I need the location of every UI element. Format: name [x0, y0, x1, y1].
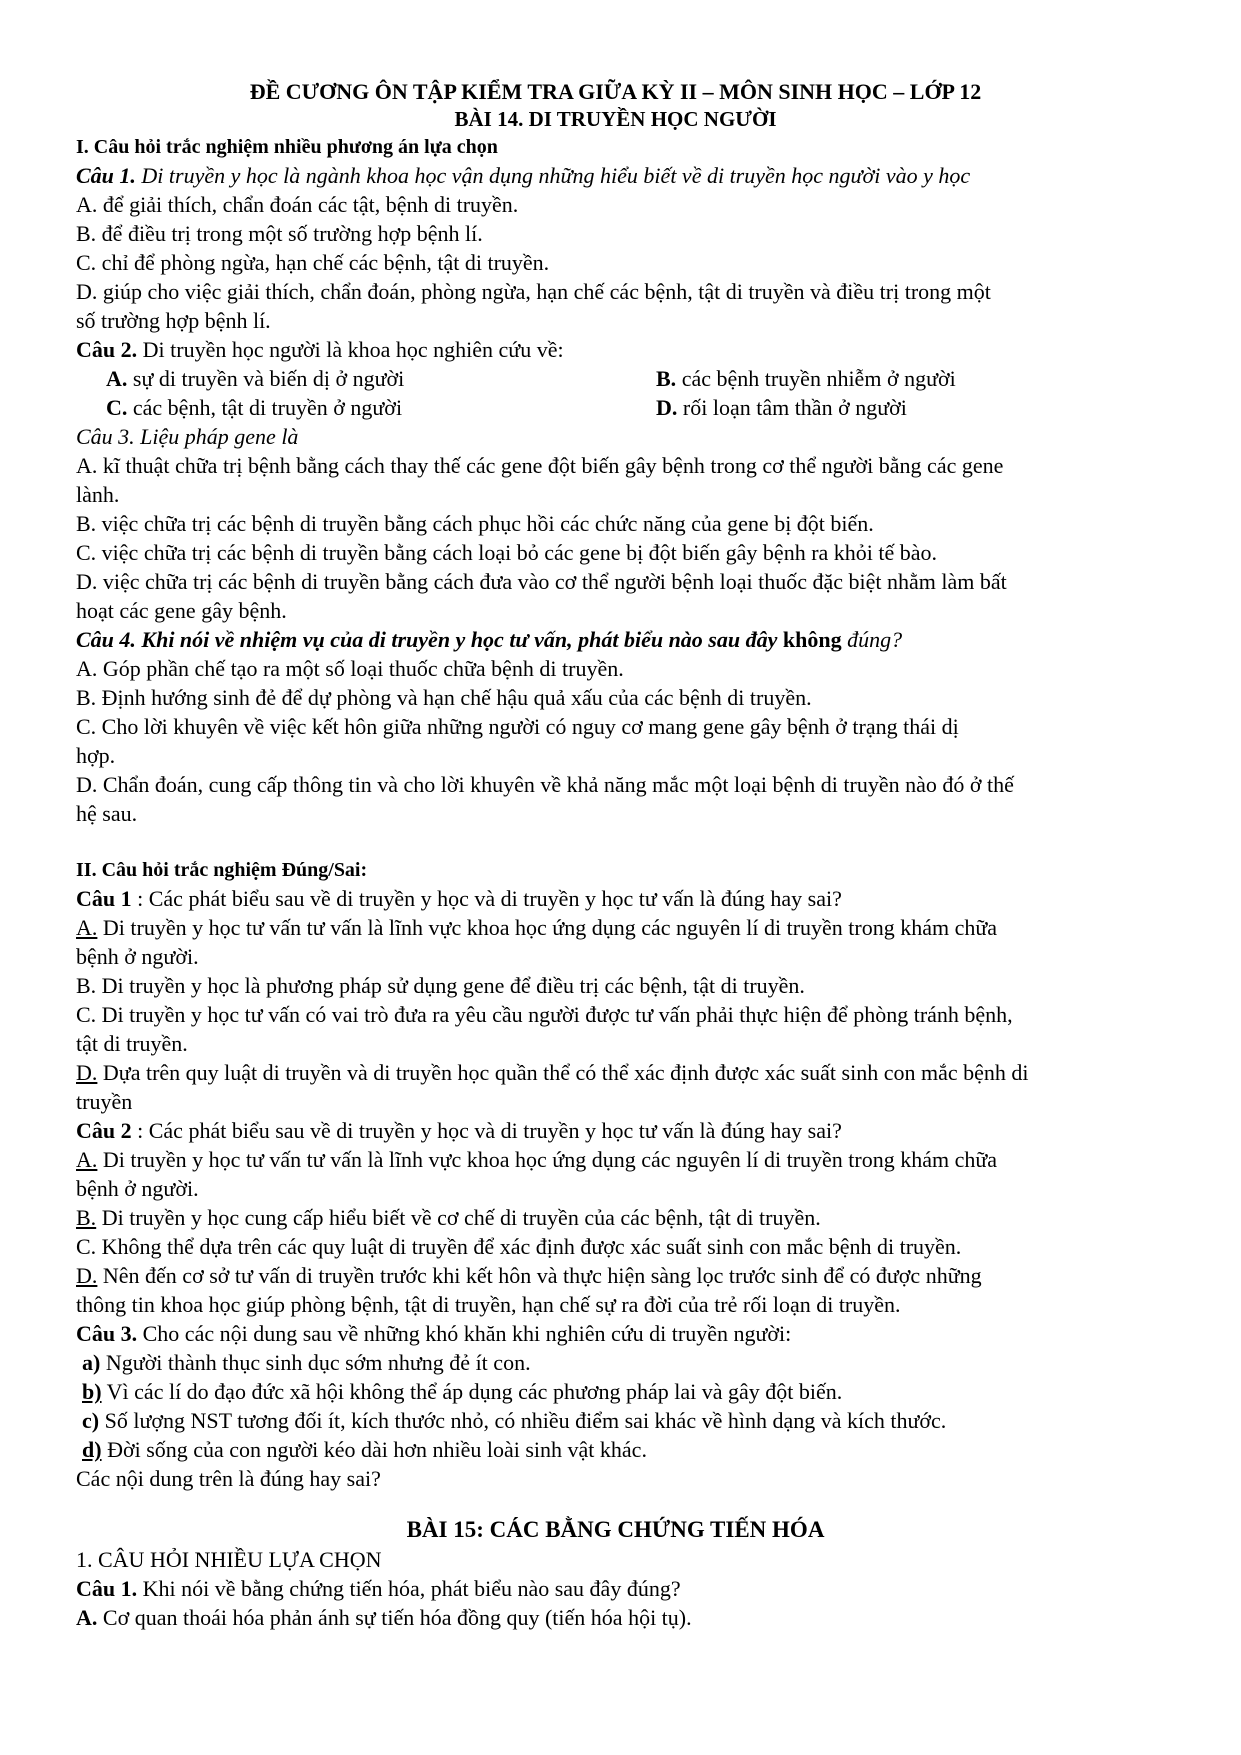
option-text: các bệnh, tật di truyền ở người	[127, 395, 403, 420]
question-label: Câu 1	[76, 886, 132, 911]
statement-text: Di truyền y học tư vấn tư vấn là lĩnh vực khoa học ứng dụng các nguyên lí di truyền trong khám chữa	[97, 915, 998, 940]
statement-key: B.	[76, 1205, 97, 1230]
p2-q3-item-c	[76, 1406, 1155, 1435]
option-text: các bệnh truyền nhiễm ở người	[676, 366, 956, 391]
option-key: C.	[106, 395, 128, 420]
l15-q1-option-a	[76, 1603, 1155, 1632]
statement-key: D.	[76, 1263, 98, 1288]
p1-q2-stem	[76, 335, 1155, 364]
question-label: Câu 3.	[76, 1321, 138, 1346]
p1-q4-stem	[76, 625, 1155, 654]
p2-q1-statement-d-cont: truyền	[76, 1089, 133, 1114]
p2-q2-statement-d-cont: thông tin khoa học giúp phòng bệnh, tật di truyền, hạn chế sự ra đời của trẻ rối loạn di truyền.	[76, 1292, 901, 1317]
question-text: Câu 4. Khi nói về nhiệm vụ của di truyền y học tư vấn, phát biểu nào sau đây	[76, 627, 783, 652]
item-key: d)	[82, 1437, 102, 1462]
p1-q3-stem: Câu 3. Liệu pháp gene là	[76, 424, 299, 449]
question-label: Câu 2	[76, 1118, 132, 1143]
lesson15-heading: 1. CÂU HỎI NHIỀU LỰA CHỌN	[76, 1547, 382, 1572]
p2-q3-item-b	[76, 1377, 1155, 1406]
p1-q2-options	[76, 364, 1155, 422]
item-text: Vì các lí do đạo đức xã hội không thể áp dụng các phương pháp lai và gây đột biến.	[101, 1379, 843, 1404]
p1-q1-stem	[76, 161, 1155, 190]
p1-q1-option-b: B. để điều trị trong một số trường hợp bệnh lí.	[76, 221, 483, 246]
question-text: : Các phát biểu sau về di truyền y học và di truyền y học tư vấn là đúng hay sai?	[131, 886, 842, 911]
option-key: D.	[656, 395, 678, 420]
p1-q3-option-a-cont: lành.	[76, 482, 120, 507]
p1-q4-option-c: C. Cho lời khuyên về việc kết hôn giữa những người có nguy cơ mang gene gây bệnh ở trạng thái dị	[76, 714, 959, 739]
p1-q1-option-c: C. chỉ để phòng ngừa, hạn chế các bệnh, tật di truyền.	[76, 250, 550, 275]
p2-q2-statement-c: C. Không thể dựa trên các quy luật di truyền để xác định được xác suất sinh con mắc bệnh di truyền.	[76, 1234, 962, 1259]
question-text: Di truyền học người là khoa học nghiên cứu về:	[137, 337, 564, 362]
item-text: Đời sống của con người kéo dài hơn nhiều loài sinh vật khác.	[101, 1437, 647, 1462]
p1-q4-option-a: A. Góp phần chế tạo ra một số loại thuốc chữa bệnh di truyền.	[76, 656, 624, 681]
option-key: B.	[656, 366, 677, 391]
p1-q4-option-c-cont: hợp.	[76, 743, 116, 768]
item-text: Người thành thục sinh dục sớm nhưng đẻ ít con.	[100, 1350, 531, 1375]
statement-key: D.	[76, 1060, 98, 1085]
p1-q3-option-a: A. kĩ thuật chữa trị bệnh bằng cách thay thế các gene đột biến gây bệnh trong cơ thể người bằng các gene	[76, 453, 1004, 478]
emphasis-word: không	[782, 627, 842, 652]
option-text: Cơ quan thoái hóa phản ánh sự tiến hóa đồng quy (tiến hóa hội tụ).	[97, 1605, 692, 1630]
spacer	[76, 828, 1155, 856]
lesson15-title: BÀI 15: CÁC BẰNG CHỨNG TIẾN HÓA	[406, 1517, 825, 1542]
p1-q4-option-b: B. Định hướng sinh đẻ để dự phòng và hạn chế hậu quả xấu của các bệnh di truyền.	[76, 685, 812, 710]
p2-q1-statement-a	[76, 913, 1155, 942]
statement-key: A.	[76, 1147, 98, 1172]
p2-q3-stem	[76, 1319, 1155, 1348]
p1-q2-option-d	[656, 393, 1155, 422]
question-label: Câu 1.	[76, 163, 136, 188]
question-label: Câu 1.	[76, 1576, 138, 1601]
statement-text: Dựa trên quy luật di truyền và di truyền học quần thể có thể xác định được xác suất sinh con mắc bệnh di	[97, 1060, 1029, 1085]
p1-q4-option-d-cont: hệ sau.	[76, 801, 138, 826]
option-key: A.	[106, 366, 128, 391]
question-text: Khi nói về bằng chứng tiến hóa, phát biểu nào sau đây đúng?	[137, 1576, 681, 1601]
item-key: b)	[82, 1379, 102, 1404]
p1-q1-option-d-cont: số trường hợp bệnh lí.	[76, 308, 271, 333]
p2-q3-item-d	[76, 1435, 1155, 1464]
p1-q2-option-c	[106, 393, 656, 422]
p2-q1-statement-b: B. Di truyền y học là phương pháp sử dụng gene để điều trị các bệnh, tật di truyền.	[76, 973, 805, 998]
p1-q3-option-b: B. việc chữa trị các bệnh di truyền bằng cách phục hồi các chức năng của gene bị đột biến.	[76, 511, 874, 536]
p2-q2-statement-d	[76, 1261, 1155, 1290]
p1-q3-option-c: C. việc chữa trị các bệnh di truyền bằng cách loại bỏ các gene bị đột biến gây bệnh ra khỏi tế bào.	[76, 540, 938, 565]
question-label: Câu 2.	[76, 337, 138, 362]
question-text-end: đúng?	[841, 627, 903, 652]
p1-q1-option-a: A. để giải thích, chẩn đoán các tật, bệnh di truyền.	[76, 192, 519, 217]
part2-heading: II. Câu hỏi trắc nghiệm Đúng/Sai:	[76, 859, 368, 881]
p2-q1-statement-c: C. Di truyền y học tư vấn có vai trò đưa ra yêu cầu người được tư vấn phải thực hiện để phòng tránh bệnh,	[76, 1002, 1013, 1027]
p1-q3-option-d: D. việc chữa trị các bệnh di truyền bằng cách đưa vào cơ thể người bệnh loại thuốc đặc biệt nhằm làm bất	[76, 569, 1007, 594]
question-text: Di truyền y học là ngành khoa học vận dụng những hiểu biết về di truyền học người vào y học	[135, 163, 971, 188]
p1-q3-option-d-cont: hoạt các gene gây bệnh.	[76, 598, 287, 623]
option-key: A.	[76, 1605, 98, 1630]
p2-q3-item-a	[76, 1348, 1155, 1377]
question-text: Cho các nội dung sau về những khó khăn khi nghiên cứu di truyền người:	[137, 1321, 792, 1346]
p2-q2-stem	[76, 1116, 1155, 1145]
p2-q2-statement-b	[76, 1203, 1155, 1232]
p2-q1-statement-d	[76, 1058, 1155, 1087]
statement-text: Di truyền y học tư vấn tư vấn là lĩnh vực khoa học ứng dụng các nguyên lí di truyền trong khám chữa	[97, 1147, 998, 1172]
p1-q1-option-d: D. giúp cho việc giải thích, chẩn đoán, phòng ngừa, hạn chế các bệnh, tật di truyền và điều trị trong một	[76, 279, 991, 304]
question-text: : Các phát biểu sau về di truyền y học và di truyền y học tư vấn là đúng hay sai?	[131, 1118, 842, 1143]
part1-heading: I. Câu hỏi trắc nghiệm nhiều phương án lựa chọn	[76, 136, 498, 158]
statement-text: Di truyền y học cung cấp hiểu biết về cơ chế di truyền của các bệnh, tật di truyền.	[96, 1205, 821, 1230]
item-key: c)	[82, 1408, 100, 1433]
p2-q1-statement-c-cont: tật di truyền.	[76, 1031, 188, 1056]
p1-q2-option-a	[106, 364, 656, 393]
p2-q2-statement-a-cont: bệnh ở người.	[76, 1176, 199, 1201]
item-text: Số lượng NST tương đối ít, kích thước nhỏ, có nhiều điểm sai khác về hình dạng và kích thước.	[99, 1408, 947, 1433]
p2-q2-statement-a	[76, 1145, 1155, 1174]
p2-q3-closing: Các nội dung trên là đúng hay sai?	[76, 1466, 381, 1491]
p1-q4-option-d: D. Chẩn đoán, cung cấp thông tin và cho lời khuyên về khả năng mắc một loại bệnh di truyền nào đó ở thế	[76, 772, 1014, 797]
l15-q1-stem	[76, 1574, 1155, 1603]
statement-key: A.	[76, 915, 98, 940]
p2-q1-statement-a-cont: bệnh ở người.	[76, 944, 199, 969]
option-text: rối loạn tâm thần ở người	[677, 395, 907, 420]
item-key: a)	[82, 1350, 101, 1375]
lesson14-title: BÀI 14. DI TRUYỀN HỌC NGƯỜI	[454, 107, 777, 131]
option-text: sự di truyền và biến dị ở người	[127, 366, 405, 391]
statement-text: Nên đến cơ sở tư vấn di truyền trước khi kết hôn và thực hiện sàng lọc trước sinh để có được những	[97, 1263, 982, 1288]
p2-q1-stem	[76, 884, 1155, 913]
document-title: ĐỀ CƯƠNG ÔN TẬP KIỂM TRA GIỮA KỲ II – MÔN SINH HỌC – LỚP 12	[249, 79, 982, 104]
p1-q2-option-b	[656, 364, 1155, 393]
